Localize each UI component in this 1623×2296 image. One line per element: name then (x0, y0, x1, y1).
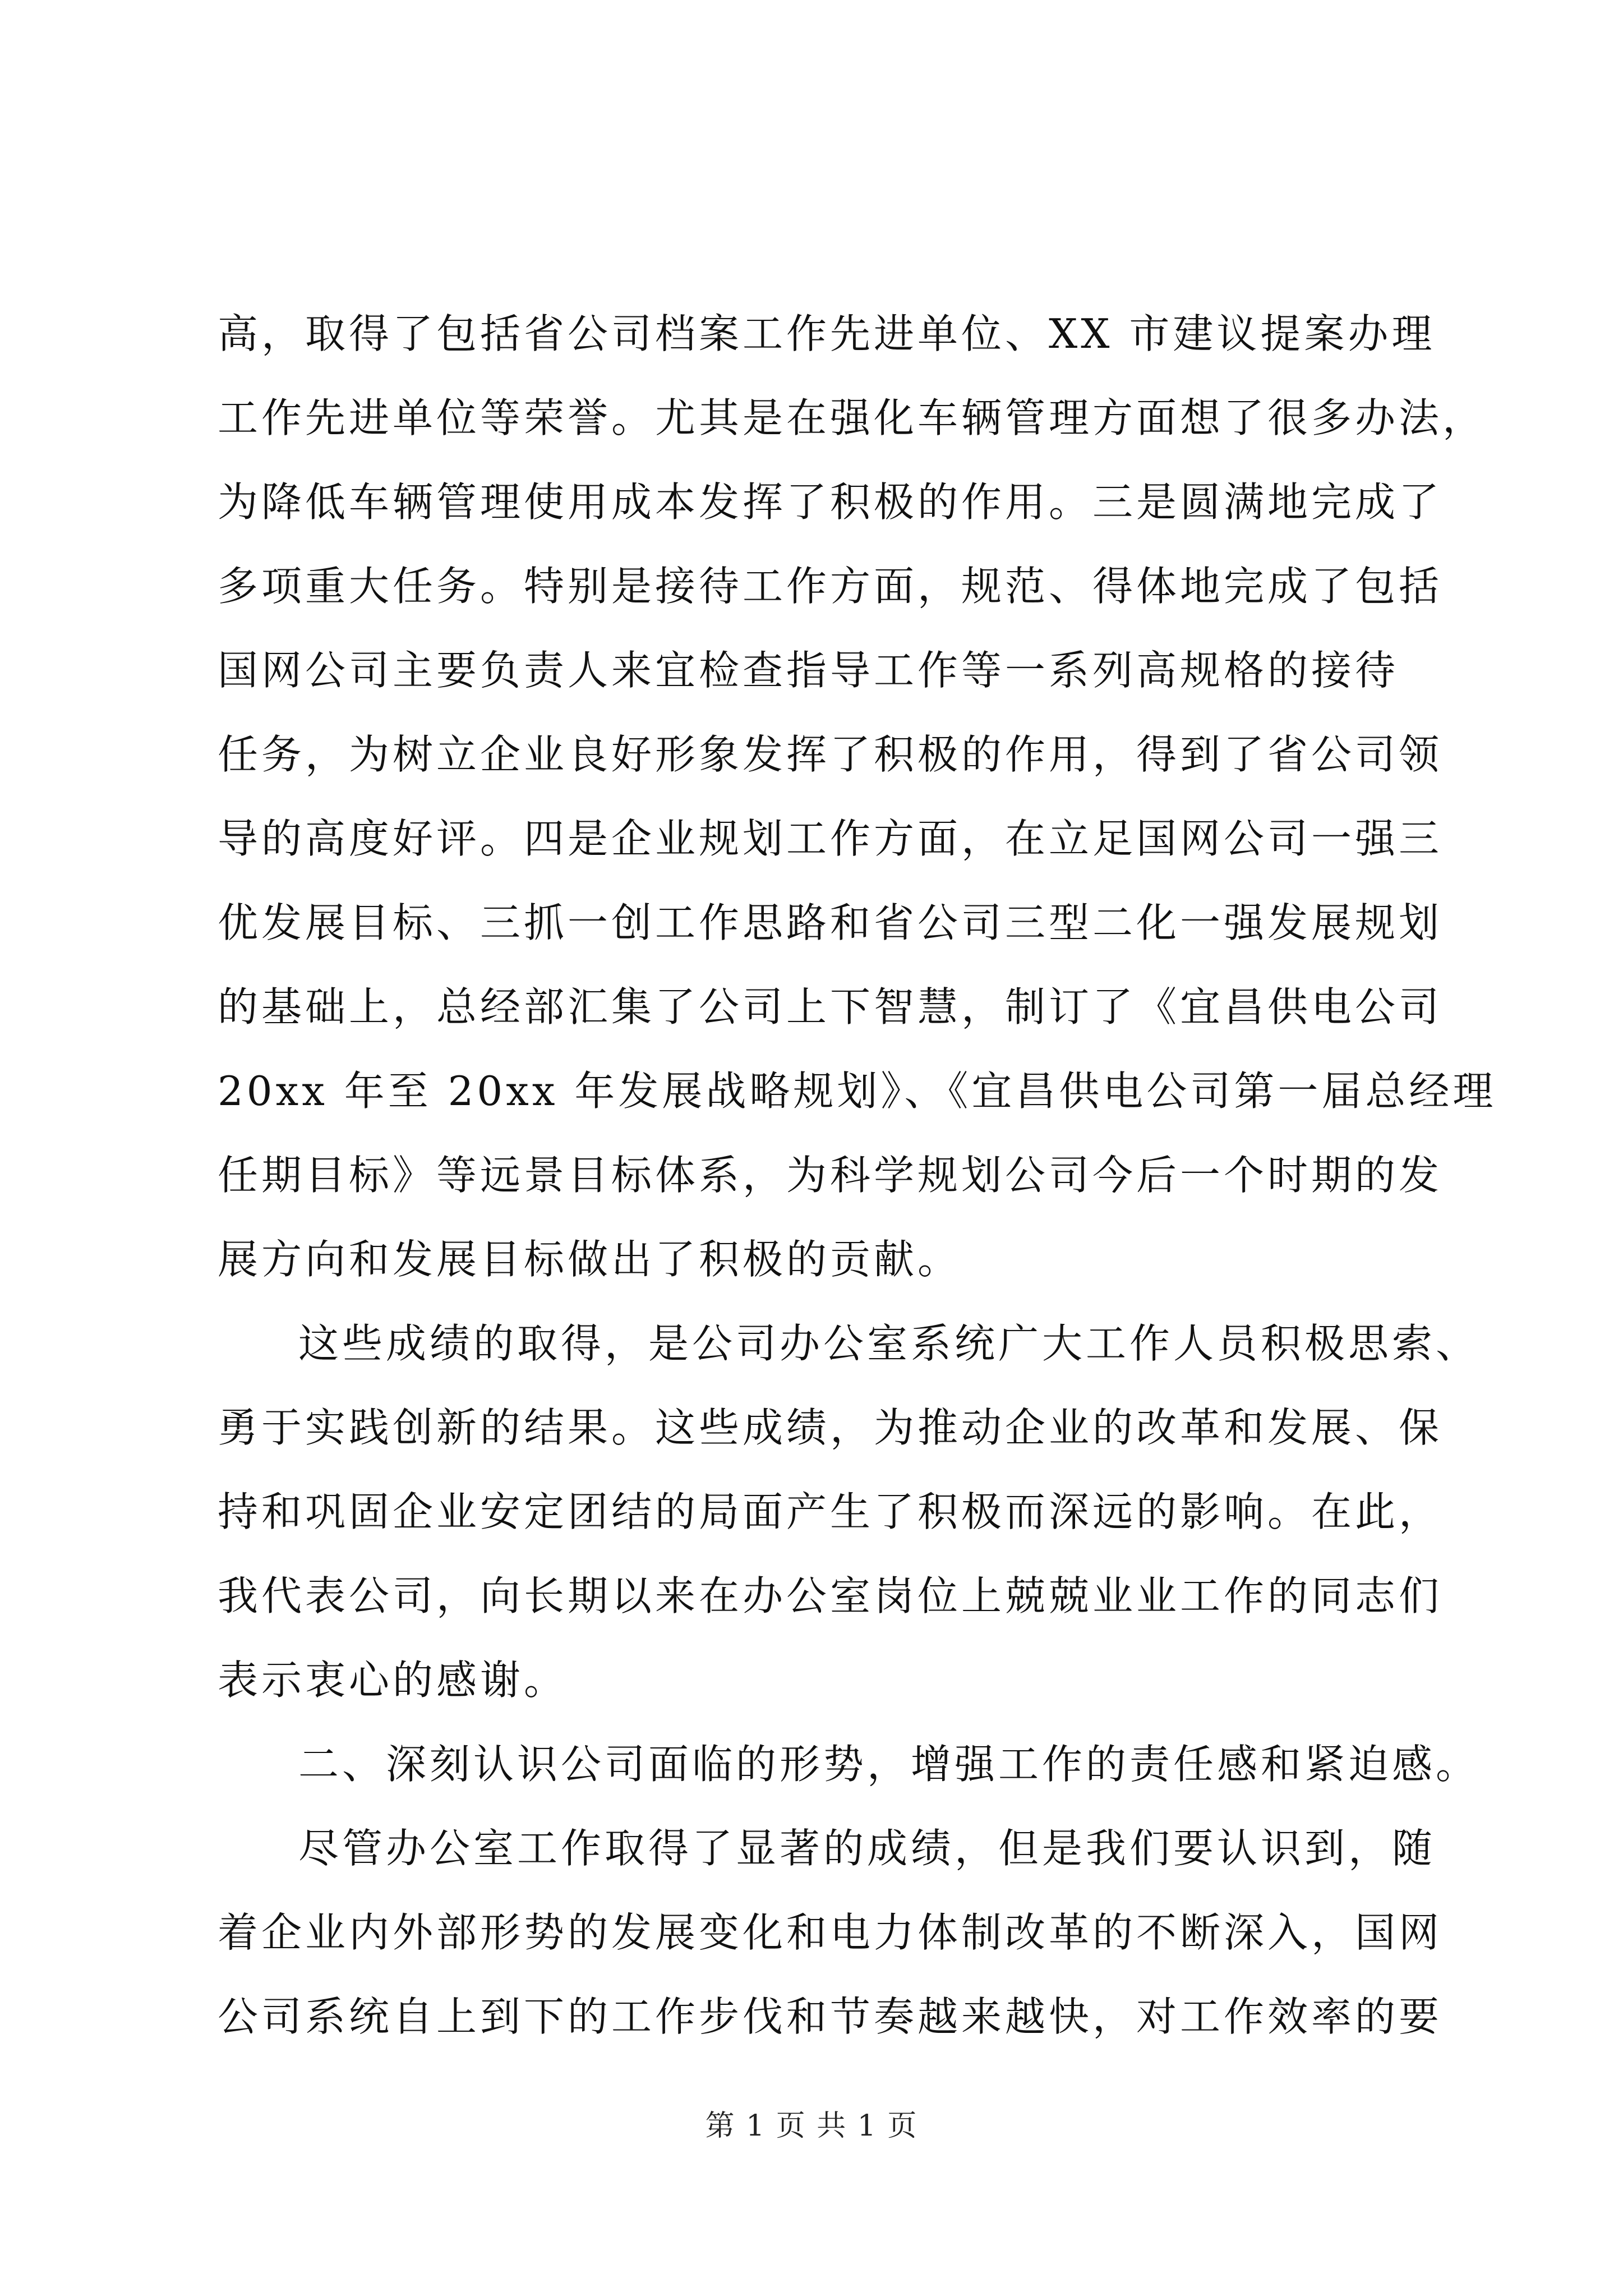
body-text (218, 292, 1497, 2059)
paragraph-first-line: 尽管办公室工作取得了显著的成绩，但是我们要认识到，随 (298, 1825, 1436, 1872)
text-line: 导的高度好评。四是企业规划工作方面，在立足国网公司一强三 (218, 815, 1443, 862)
text-line: 20xx 年至 20xx 年发展战略规划》、《宜昌供电公司第一届总经理 (218, 1068, 1497, 1115)
text-line: 我代表公司，向长期以来在办公室岗位上兢兢业业工作的同志们 (218, 1572, 1443, 1619)
text-line: 工作先进单位等荣誉。尤其是在强化车辆管理方面想了很多办法， (218, 394, 1487, 441)
text-line: 持和巩固企业安定团结的局面产生了积极而深远的影响。在此， (218, 1488, 1443, 1535)
page-footer (0, 2106, 1623, 2146)
text-line: 高，取得了包括省公司档案工作先进单位、XX 市建议提案办理 (218, 310, 1436, 357)
text-line: 的基础上，总经部汇集了公司上下智慧，制订了《宜昌供电公司 (218, 983, 1443, 1030)
section-heading: 二、深刻认识公司面临的形势，增强工作的责任感和紧迫感。 (298, 1741, 1480, 1788)
text-line: 勇于实践创新的结果。这些成绩，为推动企业的改革和发展、保 (218, 1404, 1443, 1451)
text-line: 任务，为树立企业良好形象发挥了积极的作用，得到了省公司领 (218, 731, 1443, 778)
text-line: 任期目标》等远景目标体系，为科学规划公司今后一个时期的发 (218, 1152, 1443, 1199)
text-line: 为降低车辆管理使用成本发挥了积极的作用。三是圆满地完成了 (218, 478, 1443, 526)
page-number: 第 1 页 共 1 页 (705, 2109, 918, 2143)
text-line: 展方向和发展目标做出了积极的贡献。 (218, 1236, 962, 1283)
text-line: 着企业内外部形势的发展变化和电力体制改革的不断深入，国网 (218, 1909, 1443, 1956)
paragraph-first-line: 这些成绩的取得，是公司办公室系统广大工作人员积极思索、 (298, 1320, 1480, 1367)
text-line: 多项重大任务。特别是接待工作方面，规范、得体地完成了包括 (218, 563, 1443, 610)
text-line: 表示衷心的感谢。 (218, 1657, 568, 1704)
text-line: 公司系统自上到下的工作步伐和节奏越来越快，对工作效率的要 (218, 1993, 1443, 2040)
text-line: 国网公司主要负责人来宜检查指导工作等一系列高规格的接待 (218, 647, 1399, 694)
text-line: 优发展目标、三抓一创工作思路和省公司三型二化一强发展规划 (218, 899, 1443, 946)
